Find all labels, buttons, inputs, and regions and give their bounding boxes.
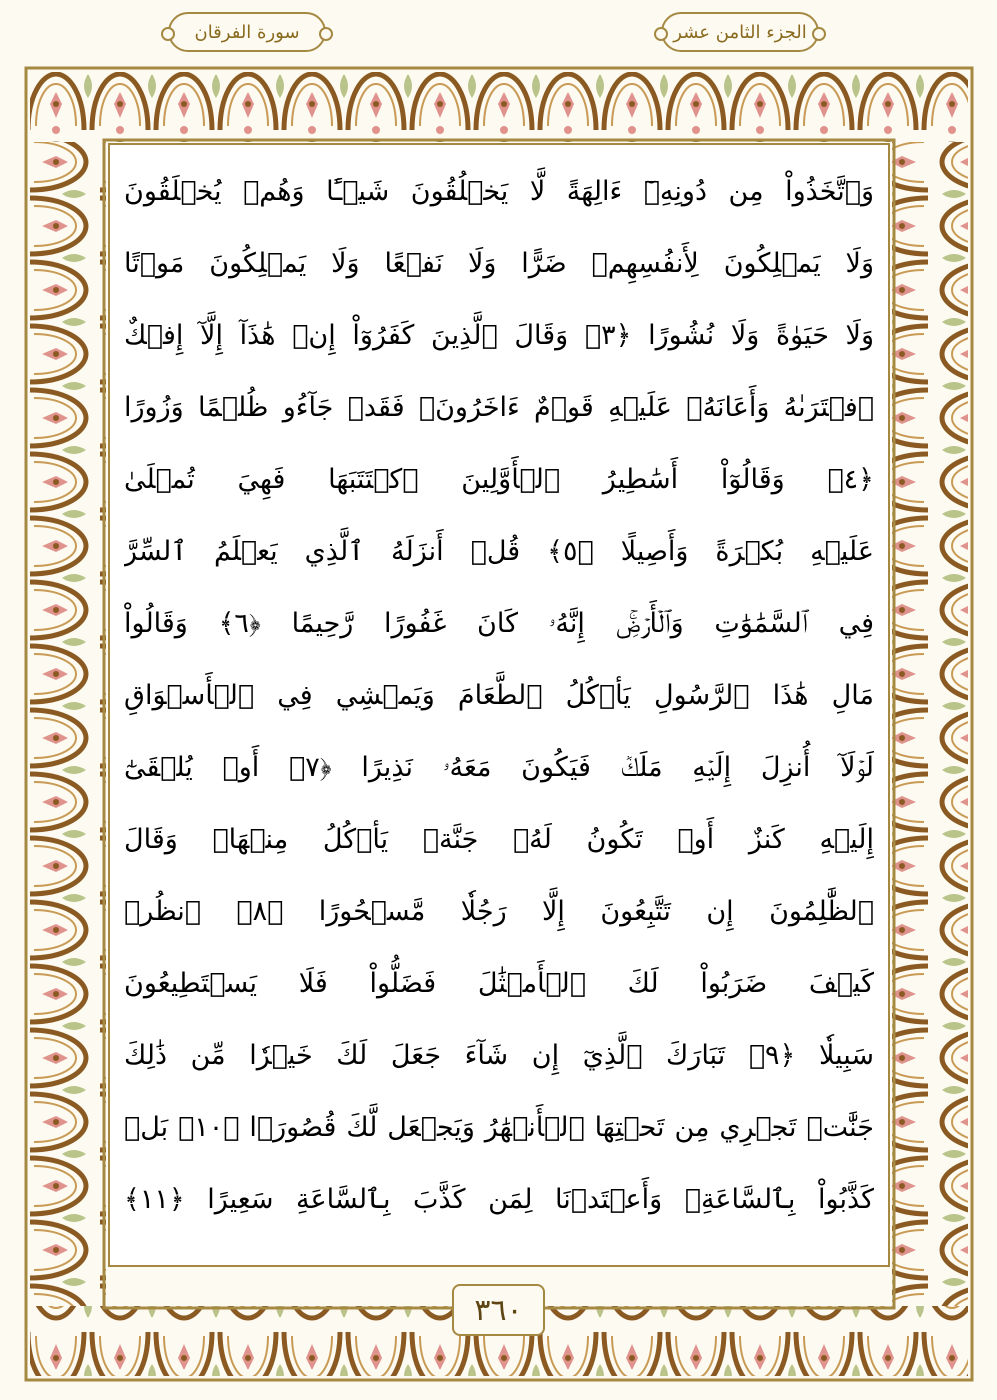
verse-line: ﴿٤﴾ وَقَالُوٓاْ أَسَٰطِيرُ ٱلۡأَوَّلِينَ ٱكۡتَتَبَهَا فَهِيَ تُمۡلَىٰ [124,464,874,495]
verse-line: ٱفۡتَرَىٰهُ وَأَعَانَهُۥ عَلَيۡهِ قَوۡمٌ ءَاخَرُونَۖ فَقَدۡ جَآءُو ظُلۡمًا وَزُورًا [124,392,874,423]
verse-line: وَلَا يَمۡلِكُونَ لِأَنفُسِهِمۡ ضَرًّا وَلَا نَفۡعًا وَلَا يَمۡلِكُونَ مَوۡتًا [124,248,874,279]
quran-text-panel [108,143,890,1267]
verse-line: سَبِيلٗا ﴿٩﴾ تَبَارَكَ ٱلَّذِيٓ إِن شَآءَ جَعَلَ لَكَ خَيۡرٗا مِّن ذَٰلِكَ [124,1040,874,1071]
surah-label-text: سورة الفرقان [194,21,300,43]
page-number-text: ٣٦٠ [474,1292,523,1328]
verse-line: مَالِ هَٰذَا ٱلرَّسُولِ يَأۡكُلُ ٱلطَّعَامَ وَيَمۡشِي فِي ٱلۡأَسۡوَاقِ [124,680,874,711]
verse-line: جَنَّٰتٖ تَجۡرِي مِن تَحۡتِهَا ٱلۡأَنۡهَٰرُ وَيَجۡعَل لَّكَ قُصُورَۢا ﴿١٠﴾ بَلۡ [124,1112,874,1143]
page-number [452,1284,545,1336]
verse-line: فِي ٱلسَّمَٰوَٰتِ وَٱلۡأَرۡضِۚ إِنَّهُۥ كَانَ غَفُورًا رَّحِيمًا ﴿٦﴾ وَقَالُواْ [124,608,874,639]
verse-line: إِلَيۡهِ كَنزٌ أَوۡ تَكُونُ لَهُۥ جَنَّةٞ يَأۡكُلُ مِنۡهَاۚ وَقَالَ [124,824,874,855]
verse-line: وَلَا حَيَوٰةً وَلَا نُشُورًا ﴿٣﴾ وَقَالَ ٱلَّذِينَ كَفَرُوٓاْ إِنۡ هَٰذَآ إِلَّآ إِفۡكٌ [124,320,874,351]
verse-line: كَذَّبُواْ بِٱلسَّاعَةِۖ وَأَعۡتَدۡنَا لِمَن كَذَّبَ بِٱلسَّاعَةِ سَعِيرًا ﴿١١﴾ [124,1184,874,1215]
verse-line: ٱلظَّٰلِمُونَ إِن تَتَّبِعُونَ إِلَّا رَجُلٗا مَّسۡحُورًا ﴿٨﴾ ٱنظُرۡ [124,896,874,927]
juz-label-text: الجزء الثامن عشر [673,21,807,43]
verse-line: لَوۡلَآ أُنزِلَ إِلَيۡهِ مَلَكٞ فَيَكُونَ مَعَهُۥ نَذِيرًا ﴿٧﴾ أَوۡ يُلۡقَىٰٓ [124,752,874,783]
juz-label [661,12,819,52]
surah-label [168,12,326,52]
verse-line: كَيۡفَ ضَرَبُواْ لَكَ ٱلۡأَمۡثَٰلَ فَضَلُّواْ فَلَا يَسۡتَطِيعُونَ [124,968,874,999]
verse-line: عَلَيۡهِ بُكۡرَةً وَأَصِيلًا ﴿٥﴾ قُلۡ أَنزَلَهُ ٱلَّذِي يَعۡلَمُ ٱلسِّرَّ [124,536,874,567]
verse-line: وَٱتَّخَذُواْ مِن دُونِهِۦٓ ءَالِهَةً لَّا يَخۡلُقُونَ شَيۡـًٔا وَهُمۡ يُخۡلَقُونَ [124,176,874,207]
